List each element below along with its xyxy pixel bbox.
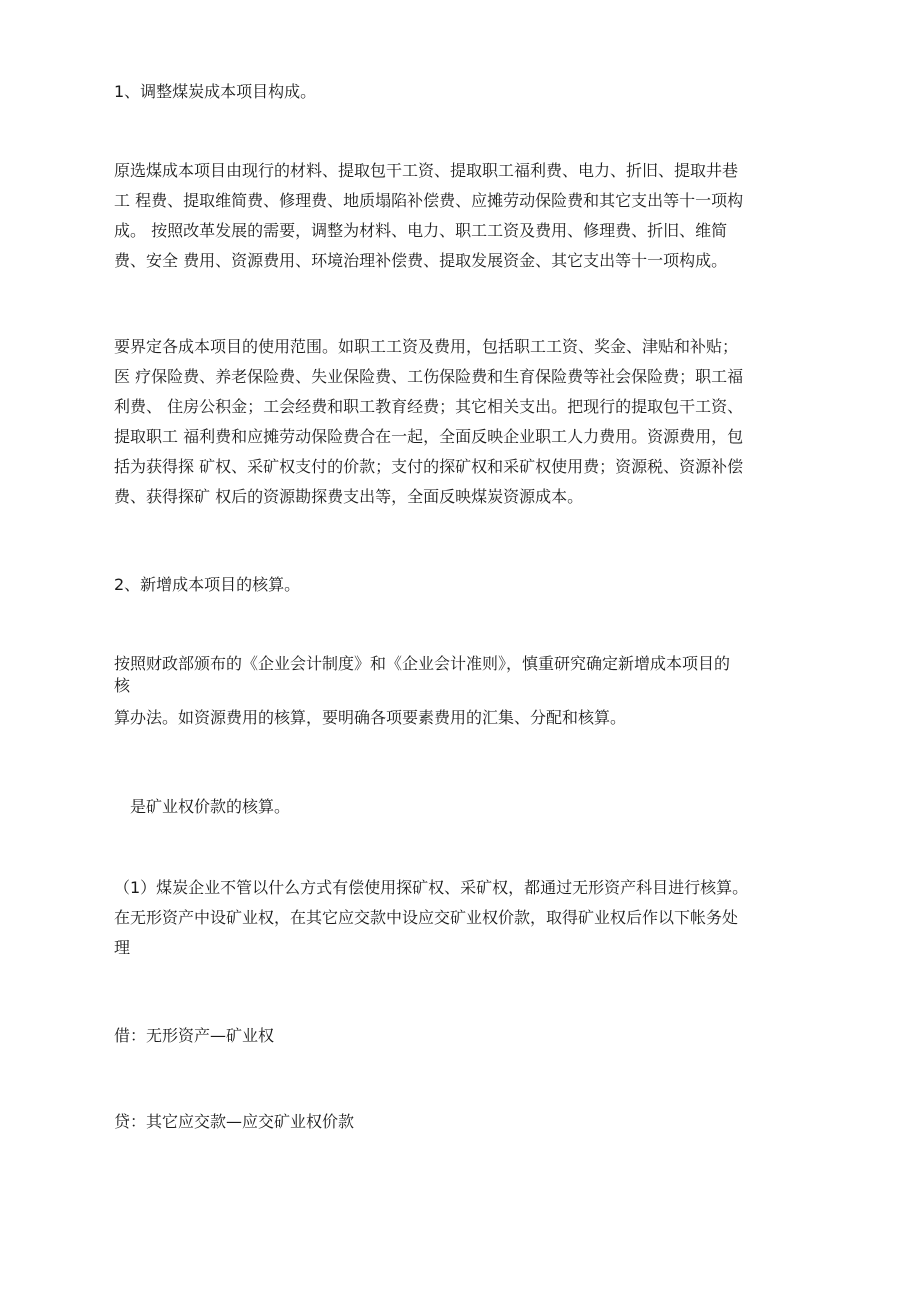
paragraph-2-line: 利费、 住房公积金；工会经费和职工教育经费；其它相关支出。把现行的提取包干工资、	[114, 397, 744, 416]
paragraph-1	[114, 156, 814, 276]
paragraph-5-line: （1）煤炭企业不管以什么方式有偿使用探矿权、采矿权，都通过无形资产科目进行核算。	[114, 878, 749, 897]
heading-2	[114, 570, 814, 600]
paragraph-1-line: 工 程费、提取维简费、修理费、地质塌陷补偿费、应摊劳动保险费和其它支出等十一项构	[114, 191, 744, 210]
heading-1-text: 1、调整煤炭成本项目构成。	[114, 82, 317, 101]
paragraph-2	[114, 332, 814, 512]
paragraph-1-line: 成。 按照改革发展的需要，调整为材料、电力、职工工资及费用、修理费、折旧、维简	[114, 221, 728, 240]
paragraph-2-line: 括为获得探 矿权、采矿权支付的价款；支付的探矿权和采矿权使用费；资源税、资源补偿	[114, 457, 744, 476]
paragraph-3	[114, 649, 814, 733]
heading-1	[114, 77, 814, 107]
paragraph-2-line: 要界定各成本项目的使用范围。如职工工资及费用，包括职工工资、奖金、津贴和补贴；	[114, 337, 739, 356]
journal-entry-debit-text: 借：无形资产—矿业权	[114, 1026, 275, 1045]
paragraph-3-line: 按照财政部颁布的《企业会计制度》和《企业会计准则》，慎重研究确定新增成本项目的	[114, 654, 731, 673]
paragraph-5-line: 在无形资产中设矿业权，在其它应交款中设应交矿业权价款，取得矿业权后作以下帐务处	[114, 908, 739, 927]
paragraph-1-line: 费、安全 费用、资源费用、环境治理补偿费、提取发展资金、其它支出等十一项构成。	[114, 251, 728, 270]
journal-entry-credit-text: 贷：其它应交款—应交矿业权价款	[114, 1112, 355, 1131]
paragraph-2-line: 费、获得探矿 权后的资源勘探费支出等，全面反映煤炭资源成本。	[114, 487, 584, 506]
journal-entry-credit	[114, 1107, 814, 1137]
paragraph-3-line: 核	[114, 676, 131, 695]
paragraph-4	[130, 792, 830, 822]
heading-2-text: 2、新增成本项目的核算。	[114, 575, 301, 594]
journal-entry-debit	[114, 1021, 814, 1051]
paragraph-5	[114, 873, 814, 963]
paragraph-1-line: 原选煤成本项目由现行的材料、提取包干工资、提取职工福利费、电力、折旧、提取井巷	[114, 161, 739, 180]
paragraph-2-line: 医 疗保险费、养老保险费、失业保险费、工伤保险费和生育保险费等社会保险费；职工福	[114, 367, 744, 386]
paragraph-4-text: 是矿业权价款的核算。	[130, 797, 291, 816]
paragraph-2-line: 提取职工 福利费和应摊劳动保险费合在一起，全面反映企业职工人力费用。资源费用，包	[114, 427, 744, 446]
paragraph-3-line: 算办法。如资源费用的核算，要明确各项要素费用的汇集、分配和核算。	[114, 708, 627, 727]
paragraph-5-line: 理	[114, 938, 131, 957]
